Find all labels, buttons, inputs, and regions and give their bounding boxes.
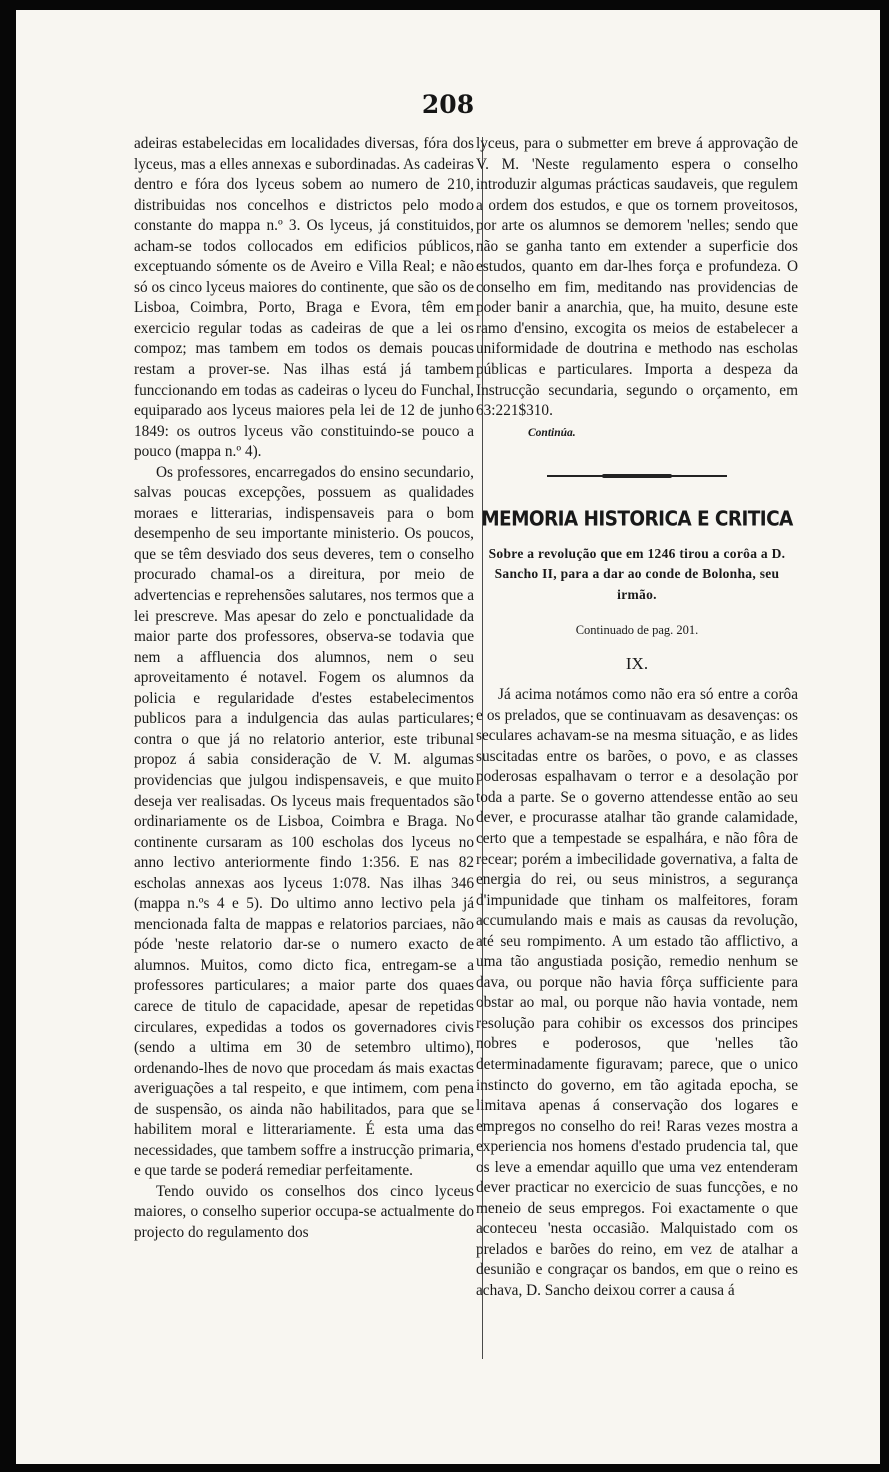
right-column [476, 134, 798, 1302]
article-title: MEMORIA HISTORICA E CRITICA [481, 507, 793, 531]
continua-note: Continúa. [528, 426, 576, 439]
paragraph: Os professores, encarregados do ensino secundario, salvas poucas excepções, possuem as qualidades moraes e litterarias, indispensaveis para o bom desempenho de seu importante ministerio. Os poucos, que se têm desviado dos seus deveres, tem o conselho procurado chamal-os a direitura, por meio de advertencias e reprehensões salutares, nos termos que a lei prescreve. Mas apesar do zelo e ponctualidade da maior parte dos professores, observa-se todavia que nem a affluencia dos alumnos, nem o seu aproveitamento é notavel. Fogem os alumnos da policia e regularidade d'estes estabelecimentos publicos para a indulgencia das aulas particulares; contra o que já no relatorio anterior, este tribunal propoz á sabia consideração de V. M. algumas providencias que julgou indispensaveis, e que muito deseja ver realisadas. Os lyceus mais frequentados são ordinariamente os de Lisboa, Coimbra e Braga. No continente cursaram as 100 escholas dos lyceus no anno lectivo anteriormente findo 1:356. E nas 82 escholas annexas aos lyceus 1:078. Nas ilhas 346 (mappa n.ºs 4 e 5). Do ultimo anno lectivo pela já mencionada falta de mappas e relatorios parciaes, não póde 'neste relatorio dar-se o numero exacto de alumnos. Muitos, como dicto fica, entregam-se a professores particulares; a maior parte dos quaes carece de titulo de capacidade, apesar de repetidas circulares, expedidas a todos os governadores civis (sendo a ultima em 30 de setembro ultimo), ordenando-lhes de novo que procedam ás mais exactas averiguações a tal respeito, e que intimem, com pena de suspensão, os ainda não habilitados, para que se habilitem moral e litterariamente. É esta uma das necessidades, que tambem soffre a instrucção primaria, e que tarde se poderá remediar perfeitamente. [134, 463, 474, 1180]
paragraph: lyceus, para o submetter em breve á approvação de V. M. 'Neste regulamento espera o conselho introduzir algumas prácticas saudaveis, que regulem a ordem dos estudos, e que os tornem proveitosos, por arte os alumnos se demorem 'nelles; sendo que não se ganha tanto em extender a superficie dos estudos, quanto em dar-lhes força e profundeza. O conselho em fim, meditando nas providencias de poder banir a anarchia, que, ha muito, desune este ramo d'ensino, excogita os meios de estabelecer a uniformidade de doutrina e methodo nas escholas públicas e particulares. Importa a despeza da Instrucção secundaria, segundo o orçamento, em 63:221$310. [476, 135, 798, 420]
article-subtitle: Sobre a revolução que em 1246 tirou a corôa a D. Sancho II, para a dar ao conde de Bolonha, seu irmão. [488, 545, 786, 602]
left-column [134, 134, 474, 1244]
section-rule [547, 475, 727, 477]
paragraph: Tendo ouvido os conselhos dos cinco lyceus maiores, o conselho superior occupa-se actualmente do projecto do regulamento dos [134, 1182, 474, 1241]
paragraph: Já acima notámos como não era só entre a corôa e os prelados, que se continuavam as desavenças: os seculares achavam-se na mesma situação, e as lides suscitadas entre os barões, o povo, e as classes poderosas espalhavam o terror e a desolação por toda a parte. Se o governo attendesse então ao seu dever, e procurasse atalhar tão grande calamidade, certo que a tempestade se espalhára, e não fôra de recear; porém a imbecilidade governativa, a falta de energia do rei, ou seus ministros, a segurança d'impunidade que tinham os malfeitores, foram accumulando mais e mais as causas da revolução, até seu rompimento. A um estado tão afflictivo, a uma tão angustiada posição, remedio nenhum se dava, ou porque não havia fôrça sufficiente para obstar ao mal, ou porque não havia vontade, nem resolução para cohibir os excessos dos principes nobres e poderosos, que 'nelles tão determinadamente figuravam; parece, que o unico instincto do governo, em tão agitada epocha, se limitava apenas á conservação dos logares e empregos no conselho do rei! Raras vezes mostra a experiencia nos homens d'estado prudencia tal, que os leve a emendar aquillo que uma vez entenderam dever practicar no exercicio de suas funcções, e no meneio de seus empregos. Foi exactamente o que aconteceu 'nesta occasião. Malquistado com os prelados e barões do reino, em vez de atalhar a desunião e congraçar os bandos, em que o reino es achava, D. Sancho deixou correr a causa á [476, 686, 798, 1300]
page-number: 208 [421, 90, 475, 119]
continued-note: Continuado de pag. 201. [575, 623, 699, 638]
paragraph: adeiras estabelecidas em localidades diversas, fóra dos lyceus, mas a elles annexas e subordinadas. As cadeiras dentro e fóra dos lyceus sobem ao numero de 210, distribuidas nos concelhos e districtos pelo modo constante do mappa n.º 3. Os lyceus, já constituidos, acham-se todos collocados em edificios públicos, exceptuando sómente os de Aveiro e Villa Real; e não só os cinco lyceus maiores do continente, que são os de Lisboa, Coimbra, Porto, Braga e Evora, têm em exercicio regular todas as cadeiras de que a lei os compoz; mas tambem em todos os demais poucas restam a prover-se. Nas ilhas está já tambem funccionando em todas as cadeiras o lyceu do Funchal, equiparado aos lyceus maiores pela lei de 12 de junho 1849: os outros lyceus vão constituindo-se pouco a pouco (mappa n.º 4). [134, 135, 474, 461]
page-sheet [16, 10, 880, 1464]
section-number: IX. [625, 654, 649, 674]
